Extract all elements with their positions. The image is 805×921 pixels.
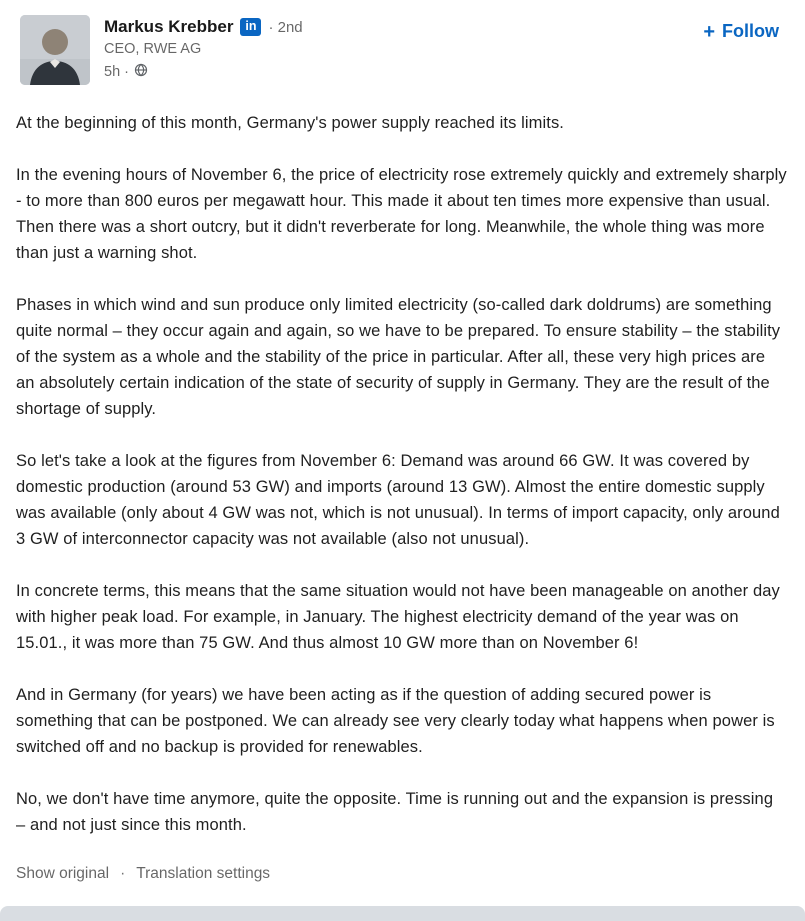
footer-separator: · xyxy=(120,865,126,882)
post-timestamp: 5h · xyxy=(104,63,129,80)
post-paragraph: At the beginning of this month, Germany's power supply reached its limits. xyxy=(16,114,564,132)
author-name[interactable]: Markus Krebber xyxy=(104,17,234,36)
attachment-card-top-edge[interactable] xyxy=(0,906,805,921)
connection-degree: · 2nd xyxy=(268,18,303,36)
post-header xyxy=(0,0,805,85)
author-headline: CEO, RWE AG xyxy=(104,41,202,57)
follow-button[interactable] xyxy=(697,17,785,46)
post-paragraph: Phases in which wind and sun produce only limited electricity (so-called dark doldrums) are something quite normal – they occur again and again, so we have to be prepared. To ensure stability – the stability of the system as a whole and the stability of the price in particular. After all, these very high prices are an absolutely certain indication of the state of security of supply in Germany. They are the result of the shortage of supply. xyxy=(16,296,781,418)
post-paragraph: And in Germany (for years) we have been acting as if the question of adding secured power is something that can be postponed. We can already see very clearly today what happens when power is switched off and no backup is provided for renewables. xyxy=(16,686,775,756)
post-meta-row xyxy=(104,62,697,81)
show-original-link[interactable]: Show original xyxy=(16,865,110,882)
translation-footer xyxy=(0,864,805,883)
post-paragraph: No, we don't have time anymore, quite the opposite. Time is running out and the expansion is pressing – and not just since this month. xyxy=(16,790,774,834)
post-paragraph: In concrete terms, this means that the same situation would not have been manageable on another day with higher peak load. For example, in January. The highest electricity demand of the year was on 15.01., it was more than 75 GW. And thus almost 10 GW more than on November 6! xyxy=(16,582,780,652)
avatar-photo xyxy=(20,15,90,85)
author-info xyxy=(104,15,697,81)
post-paragraph: So let's take a look at the figures from November 6: Demand was around 66 GW. It was covered by domestic production (around 53 GW) and imports (around 13 GW). Almost the entire domestic supply was available (only about 4 GW was not, which is not unusual). In terms of import capacity, only around 3 GW of interconnector capacity was not available (also not unusual). xyxy=(16,452,780,548)
linkedin-badge-icon: in xyxy=(240,18,261,36)
post-paragraph: In the evening hours of November 6, the price of electricity rose extremely quickly and extremely sharply - to more than 800 euros per megawatt hour. This made it about ten times more expensive than usual. Then there was a short outcry, but it didn't reverberate for long. Meanwhile, the whole thing was more than just a warning shot. xyxy=(16,166,787,262)
avatar[interactable] xyxy=(20,15,90,85)
translation-settings-link[interactable]: Translation settings xyxy=(136,865,271,882)
follow-button-label: Follow xyxy=(722,21,779,41)
post-body xyxy=(0,85,805,838)
author-name-row xyxy=(104,17,697,37)
plus-icon: + xyxy=(703,20,715,43)
globe-icon xyxy=(134,63,148,81)
